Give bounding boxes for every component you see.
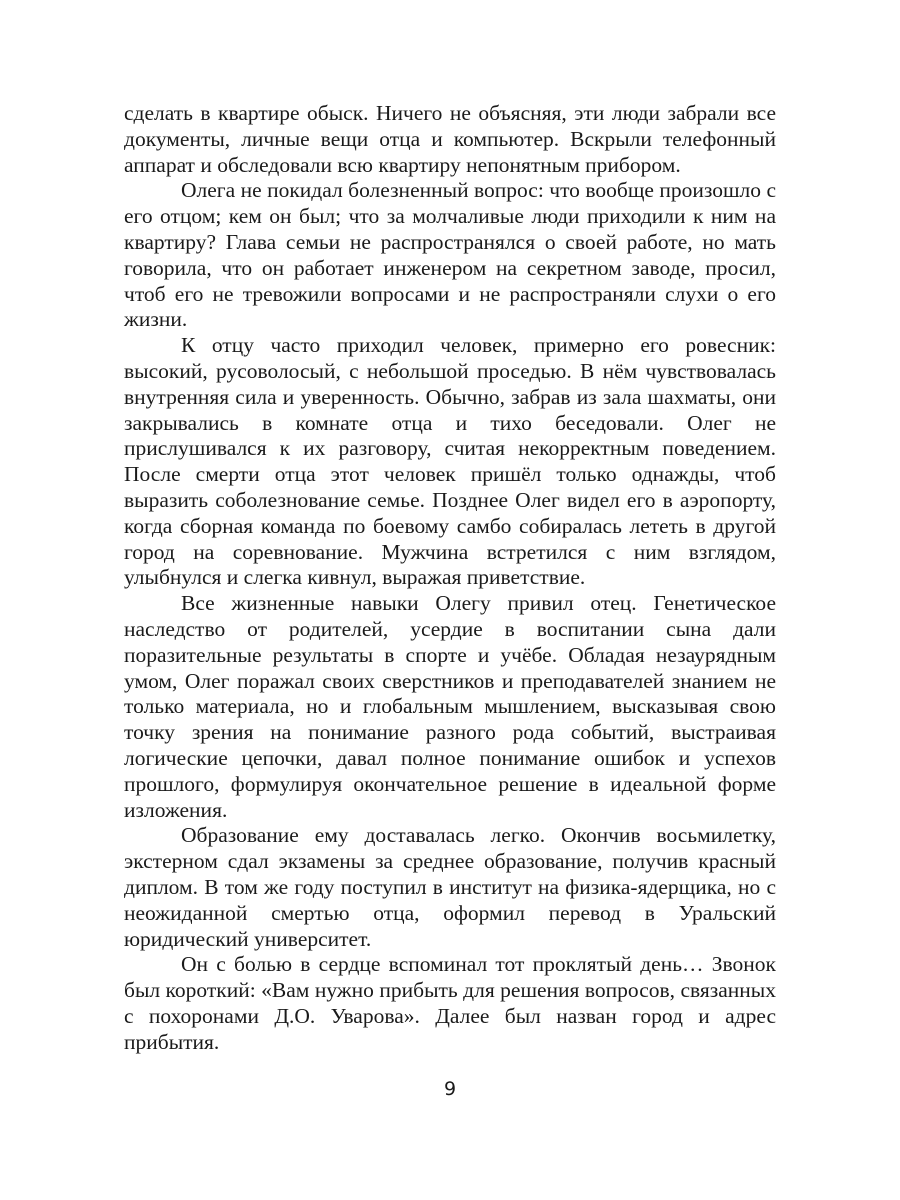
paragraph: Все жизненные навыки Олегу привил отец. Генетическое наследство от родителей, усердие в воспитании сына дали поразительные результаты в спорте и учёбе. Обладая незаурядным умом, Олег поражал своих сверстников и преподавателей знанием не только материала, но и глобальным мышлением, высказывая свою точку зрения на понимание разного рода событий, выстраивая логические цепочки, давал полное понимание ошибок и успехов прошлого, формулируя окончательное решение в идеальной форме изложения. (124, 591, 776, 822)
page-number: 9 (443, 1078, 457, 1100)
paragraph: К отцу часто приходил человек, примерно его ровесник: высокий, русоволосый, с небольшой проседью. В нём чувствовалась внутренняя сила и уверенность. Обычно, забрав из зала шахматы, они закрывались в комнате отца и тихо беседовали. Олег не прислушивался к их разговору, считая некорректным поведением. После смерти отца этот человек пришёл только однажды, чтоб выразить соболезнование семье. Позднее Олег видел его в аэропорту, когда сборная команда по боевому самбо собиралась лететь в другой город на соревнование. Мужчина встретился с ним взглядом, улыбнулся и слегка кивнул, выражая приветствие. (124, 333, 776, 590)
paragraph: сделать в квартире обыск. Ничего не объясняя, эти люди забрали все документы, личные вещи отца и компьютер. Вскрыли телефонный аппарат и обследовали всю квартиру непонятным прибором. (124, 101, 776, 177)
body-text (124, 101, 776, 1055)
paragraph: Образование ему доставалась легко. Окончив восьмилетку, экстерном сдал экзамены за среднее образование, получив красный диплом. В том же году поступил в институт на физика-ядерщика, но с неожиданной смертью отца, оформил перевод в Уральский юридический университет. (124, 823, 776, 951)
paragraph: Он с болью в сердце вспоминал тот проклятый день… Звонок был короткий: «Вам нужно прибыть для решения вопросов, связанных с похоронами Д.О. Уварова». Далее был назван город и адрес прибытия. (124, 952, 776, 1054)
paragraph: Олега не покидал болезненный вопрос: что вообще произошло с его отцом; кем он был; что за молчаливые люди приходили к ним на квартиру? Глава семьи не распространялся о своей работе, но мать говорила, что он работает инженером на секретном заводе, просил, чтоб его не тревожили вопросами и не распространяли слухи о его жизни. (124, 178, 776, 332)
